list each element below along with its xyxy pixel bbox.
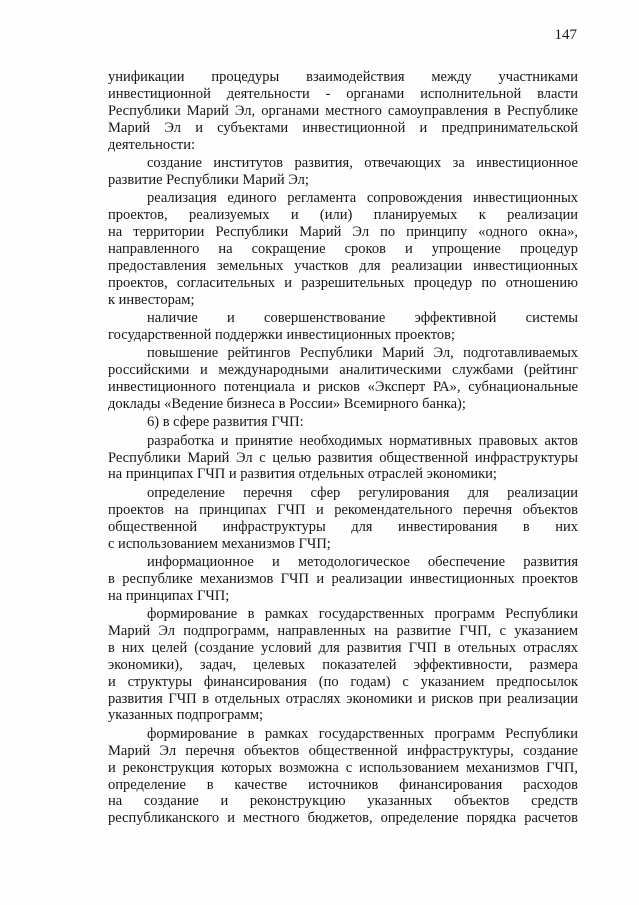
paragraph [108,726,578,827]
paragraph [108,69,578,153]
paragraph [108,310,578,344]
text-line: проектов, согласительных и разрешительных процедур по отношению [108,274,578,291]
text-line: 6) в сфере развития ГЧП: [147,414,304,431]
text-line: в них целей (создание условий для развития ГЧП в отельных отраслях [108,639,578,656]
text-line: реализация единого регламента сопровождения инвестиционных [147,190,578,207]
text-line: деятельности: [108,136,196,153]
text-line: информационное и методологическое обеспечение развития [147,553,578,570]
document-body [108,69,578,829]
text-line: общественной инфраструктуры для инвестирования в них [108,518,578,535]
paragraph [108,554,578,605]
text-line: проектов, реализуемых и (или) планируемых к реализации [108,207,578,224]
paragraph [108,414,578,431]
text-line: указанных подпрограмм; [108,707,264,724]
text-line: повышение рейтингов Республики Марий Эл, подготавливаемых [147,345,578,362]
text-line: направленного на сокращение сроков и упрощение процедур [108,240,578,257]
text-line: к инвесторам; [108,291,195,308]
text-line: российскими и международными аналитическими службами (рейтинг [108,362,578,379]
text-line: предоставления земельных участков для реализации инвестиционных [108,257,578,274]
text-line: формирование в рамках государственных программ Республики [147,725,578,742]
text-line: в республике механизмов ГЧП и реализации инвестиционных проектов [108,570,578,587]
text-line: Марий Эл подпрограмм, направленных на развитие ГЧП, с указанием [108,623,578,639]
paragraph [108,155,578,189]
text-line: создание институтов развития, отвечающих за инвестиционное [147,154,578,171]
text-line: Республики Марий Эл с целью развития общественной инфраструктуры [108,449,578,466]
paragraph [108,345,578,413]
text-line: разработка и принятие необходимых нормативных правовых актов [147,432,578,449]
page-number: 147 [554,27,577,43]
text-line: проектов на принципах ГЧП и рекомендательного перечня объектов [108,501,578,518]
text-line: республиканского и местного бюджетов, определение порядка расчетов [108,810,578,827]
text-line: государственной поддержки инвестиционных проектов; [108,326,455,343]
text-line: и структуры финансирования (по годам) с указанием предпосылок [108,673,578,690]
paragraph [108,485,578,553]
text-line: развитие Республики Марий Эл; [108,171,309,188]
text-line: инвестиционного потенциала и рисков «Эксперт РА», субнациональные [108,379,578,396]
text-line: и реконструкция которых возможна с использованием механизмов ГЧП, [108,759,578,776]
text-line: определение в качестве источников финансирования расходов [108,776,578,793]
text-line: на принципах ГЧП и развития отдельных отраслей экономики; [108,466,497,483]
text-line: инвестиционной деятельности - органами исполнительной власти [108,85,578,102]
text-line: наличие и совершенствование эффективной системы [147,309,578,326]
text-line: унификации процедуры взаимодействия между участниками [108,69,578,85]
text-line: на территории Республики Марий Эл по принципу «одного окна», [108,224,578,241]
paragraph [108,190,578,308]
text-line: формирование в рамках государственных программ Республики [147,606,578,623]
text-line: доклады «Ведение бизнеса в России» Всемирного банка); [108,395,466,412]
text-line: на принципах ГЧП; [108,587,230,604]
text-line: с использованием механизмов ГЧП; [108,535,331,552]
paragraph [108,606,578,724]
text-line: экономики), задач, целевых показателей эффективности, размера [108,656,578,673]
paragraph [108,433,578,484]
text-line: Республики Марий Эл, органами местного самоуправления в Республике [108,102,578,119]
text-line: определение перечня сфер регулирования для реализации [147,484,578,501]
text-line: развития ГЧП в отдельных отраслях экономики и рисков при реализации [108,690,578,707]
text-line: Марий Эл и субъектами инвестиционной и предпринимательской [108,119,578,136]
text-line: на создание и реконструкцию указанных объектов средств [108,793,578,810]
text-line: Марий Эл перечня объектов общественной инфраструктуры, создание [108,742,578,759]
